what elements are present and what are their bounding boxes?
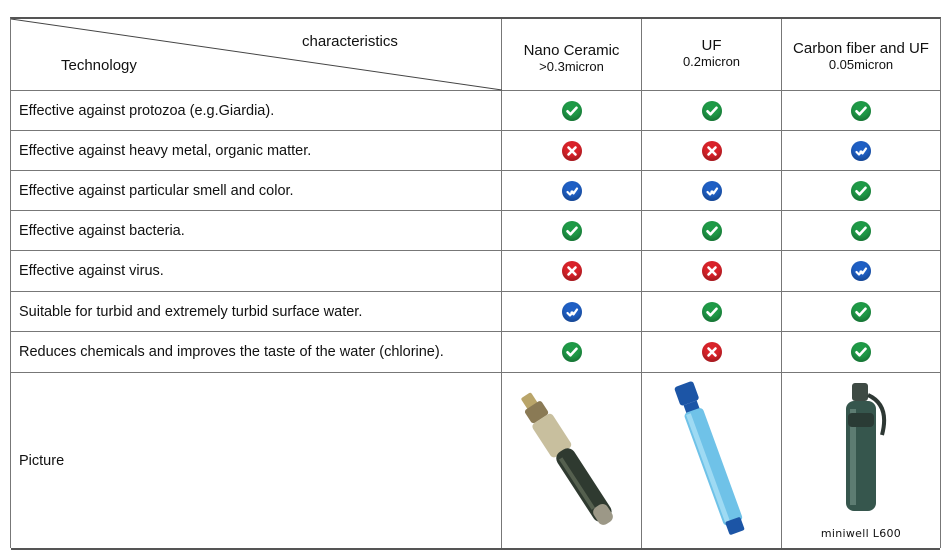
uf-rating-cell [642,292,782,331]
row-label-cell [11,91,502,130]
column-spec: >0.3micron [539,59,604,74]
uf-rating-cell [642,211,782,250]
row-label-cell [11,211,502,250]
check-icon [851,181,871,201]
table-row [11,91,940,131]
picture-label-cell [11,373,502,548]
comparison-table [10,17,941,548]
check-icon [851,101,871,121]
nano-ceramic-rating-cell [502,171,642,210]
check-icon [562,221,582,241]
partial-icon [562,181,582,201]
technology-label: Technology [61,57,137,74]
header-row [11,19,940,91]
cross-icon [702,342,722,362]
column-name: UF [701,37,722,54]
uf-rating-cell [642,171,782,210]
uf-straw-filter-image [642,373,782,550]
table-row [11,131,940,171]
column-spec: 0.2micron [682,54,741,69]
carbon-fiber-uf-rating-cell [782,211,940,250]
nano-ceramic-rating-cell [502,91,642,130]
cross-icon [702,141,722,161]
row-label-cell [11,171,502,210]
nano-ceramic-rating-cell [502,131,642,170]
row-label-cell [11,251,502,291]
uf-rating-cell [642,91,782,130]
row-label-cell [11,292,502,331]
row-label-cell [11,131,502,170]
check-icon [702,302,722,322]
cross-icon [702,261,722,281]
cross-icon [562,141,582,161]
carbon-fiber-uf-rating-cell [782,91,940,130]
partial-icon [851,141,871,161]
diagonal-divider [11,19,502,91]
row-label: Effective against heavy metal, organic matter. [19,142,312,159]
row-label: Effective against particular smell and color. [19,182,294,199]
nano-ceramic-rating-cell [502,332,642,372]
check-icon [702,221,722,241]
nano-ceramic-rating-cell [502,251,642,291]
check-icon [562,342,582,362]
check-icon [851,221,871,241]
nano-ceramic-picture-cell [502,373,642,548]
carbon-fiber-uf-rating-cell [782,332,940,372]
characteristics-label: characteristics [302,33,398,50]
column-spec: 0.05micron [828,57,894,72]
nano-ceramic-rating-cell [502,211,642,250]
uf-rating-cell [642,251,782,291]
carbon-fiber-uf-rating-cell [782,251,940,291]
header-uf [642,19,782,90]
column-name: Nano Ceramic [523,42,620,59]
row-label: Effective against virus. [19,263,164,279]
column-name: Carbon fiber and UF [793,40,929,57]
product-caption: miniwell L600 [820,527,902,540]
check-icon [851,302,871,322]
carbon-fiber-uf-rating-cell [782,131,940,170]
table-row [11,251,940,292]
carbon-fiber-uf-rating-cell [782,171,940,210]
uf-picture-cell [642,373,782,548]
table-row [11,332,940,373]
partial-icon [702,181,722,201]
uf-rating-cell [642,131,782,170]
miniwell-filter-image [782,373,940,550]
nano-ceramic-filter-image [502,373,642,550]
table-row [11,171,940,211]
picture-label: Picture [19,452,65,469]
cross-icon [562,261,582,281]
partial-icon [851,261,871,281]
header-nano-ceramic [502,19,642,90]
table-row [11,292,940,332]
picture-row [11,373,940,550]
check-icon [702,101,722,121]
row-label-cell [11,332,502,372]
carbon-fiber-uf-picture-cell [782,373,940,548]
header-corner-cell [11,19,502,90]
nano-ceramic-rating-cell [502,292,642,331]
carbon-fiber-uf-rating-cell [782,292,940,331]
table-row [11,211,940,251]
uf-rating-cell [642,332,782,372]
row-label: Reduces chemicals and improves the taste of the water (chlorine). [19,344,444,360]
check-icon [851,342,871,362]
row-label: Suitable for turbid and extremely turbid surface water. [19,303,363,320]
check-icon [562,101,582,121]
row-label: Effective against bacteria. [19,222,185,239]
row-label: Effective against protozoa (e.g.Giardia). [19,102,275,119]
partial-icon [562,302,582,322]
header-carbon-fiber-uf [782,19,940,90]
